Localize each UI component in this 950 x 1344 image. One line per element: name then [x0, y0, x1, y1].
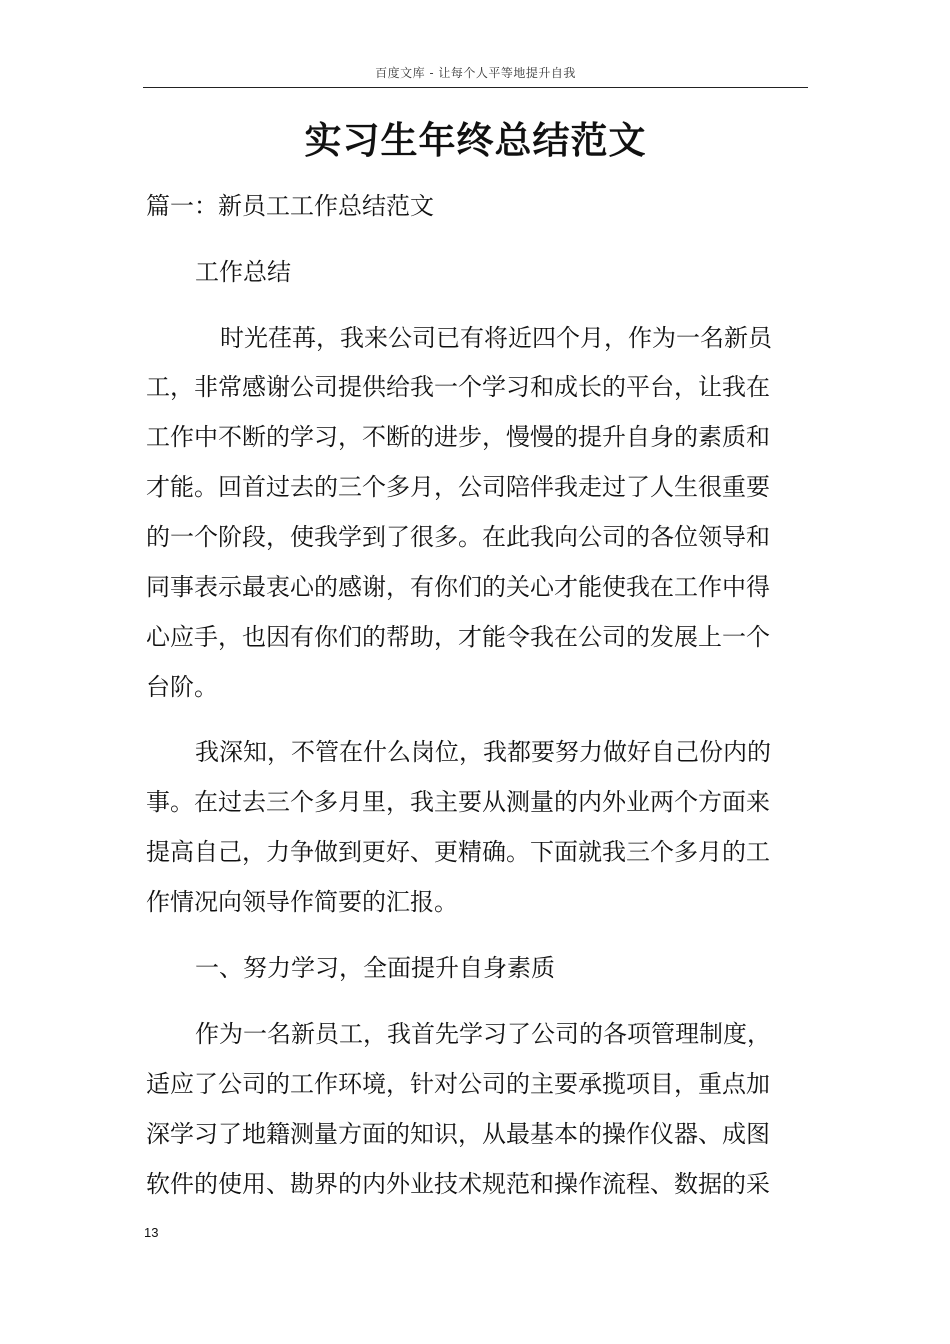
- page-header: 百度文库 - 让每个人平等地提升自我: [375, 66, 576, 80]
- header-divider: [143, 87, 808, 88]
- document-title: 实习生年终总结范文: [304, 118, 647, 162]
- subheading: 工作总结: [195, 258, 291, 286]
- paragraph-line: 提高自己，力争做到更好、更精确。下面就我三个多月的工: [146, 838, 770, 866]
- paragraph-line: 工，非常感谢公司提供给我一个学习和成长的平台，让我在: [146, 373, 770, 401]
- paragraph-line: 深学习了地籍测量方面的知识，从最基本的操作仪器、成图: [146, 1120, 770, 1148]
- paragraph-line: 作情况向领导作简要的汇报。: [146, 888, 458, 916]
- paragraph-line: 才能。回首过去的三个多月，公司陪伴我走过了人生很重要: [146, 473, 770, 501]
- section-heading: 篇一：新员工工作总结范文: [146, 192, 434, 220]
- page-number: 13: [144, 1225, 159, 1240]
- section-heading: 一、努力学习，全面提升自身素质: [195, 954, 555, 982]
- paragraph-line: 的一个阶段，使我学到了很多。在此我向公司的各位领导和: [146, 523, 770, 551]
- paragraph-line: 适应了公司的工作环境，针对公司的主要承揽项目，重点加: [146, 1070, 770, 1098]
- paragraph-line: 时光荏苒，我来公司已有将近四个月，作为一名新员: [220, 324, 772, 352]
- paragraph-line: 台阶。: [146, 673, 218, 701]
- paragraph-line: 同事表示最衷心的感谢，有你们的关心才能使我在工作中得: [146, 573, 770, 601]
- paragraph-line: 心应手，也因有你们的帮助，才能令我在公司的发展上一个: [146, 623, 770, 651]
- paragraph-line: 事。在过去三个多月里，我主要从测量的内外业两个方面来: [146, 788, 770, 816]
- paragraph-line: 作为一名新员工，我首先学习了公司的各项管理制度，: [195, 1020, 771, 1048]
- paragraph-line: 我深知，不管在什么岗位，我都要努力做好自己份内的: [195, 738, 771, 766]
- paragraph-line: 软件的使用、勘界的内外业技术规范和操作流程、数据的采: [146, 1170, 770, 1198]
- paragraph-line: 工作中不断的学习，不断的进步，慢慢的提升自身的素质和: [146, 423, 770, 451]
